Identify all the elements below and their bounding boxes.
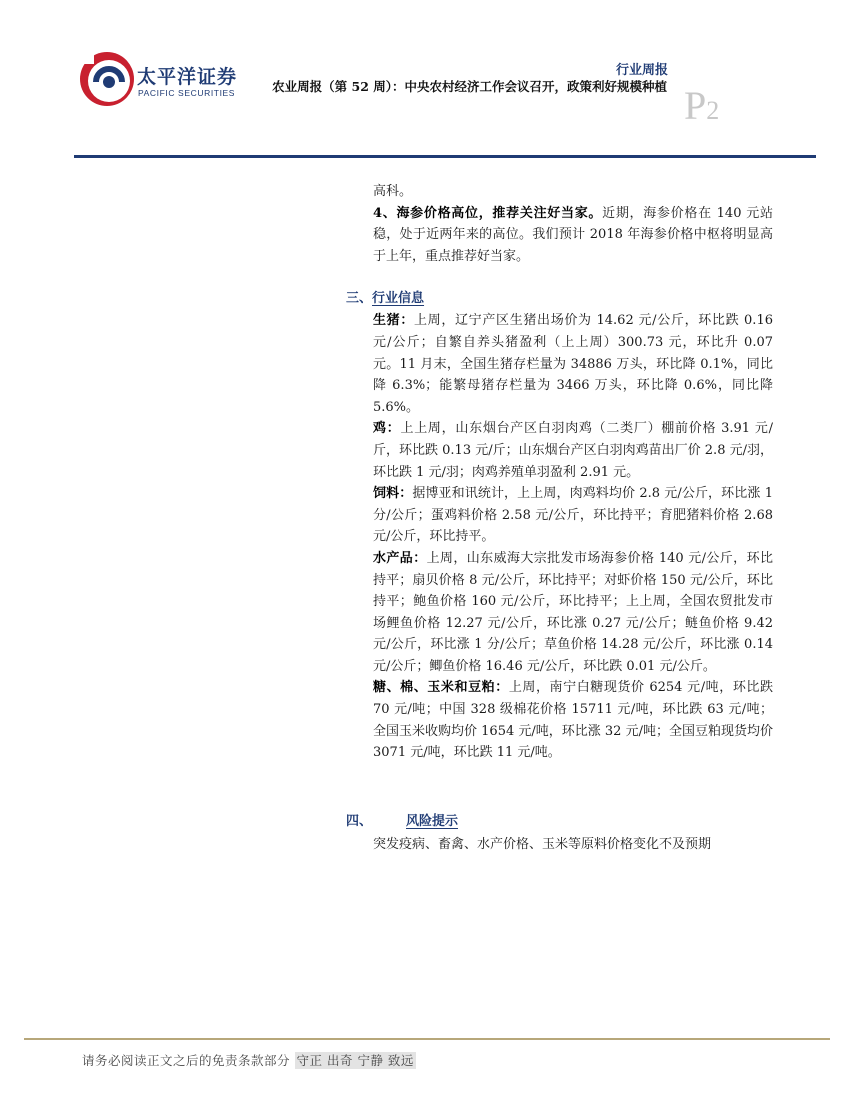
aquatic-lead: 水产品： xyxy=(373,550,427,566)
chicken-paragraph xyxy=(373,418,773,483)
feed-text: 据博亚和讯统计，上上周，肉鸡料均价 2.8 元/公斤，环比涨 1 分/公斤；蛋鸡料价格 2.58 元/公斤，环比持平；育肥猪料价格 2.68 元/公斤，环比持平。 xyxy=(373,486,773,545)
footer-divider xyxy=(24,1038,830,1040)
section-number: 四、 xyxy=(346,814,373,829)
logo-wordmark-en: PACIFIC SECURITIES xyxy=(138,88,236,98)
page-prefix: P xyxy=(684,83,707,128)
footer-motto: 守正 出奇 宁静 致远 xyxy=(296,1053,414,1068)
risk-text: 突发疫病、畜禽、水产价格、玉米等原料价格变化不及预期 xyxy=(373,837,712,852)
sea-cucumber-lead: 4、海参价格高位，推荐关注好当家。 xyxy=(373,205,603,221)
page-number-value: 2 xyxy=(706,96,720,125)
section-heading-industry-info xyxy=(346,288,773,310)
chicken-lead: 鸡： xyxy=(373,421,401,437)
pig-text: 上周，辽宁产区生猪出场价为 14.62 元/公斤，环比跌 0.16 元/公斤；自繁自养头猪盈利（上上周）300.73 元，环比升 0.07 元。11 月末，全国生猪存栏量为 34886 万头，环比降 0.1%，同比降 6.3%；能繁母猪存栏量为 3466 万头，环比降 0.6%，同比降 5.6%。 xyxy=(373,313,773,415)
aquatic-paragraph xyxy=(373,548,773,678)
crops-paragraph xyxy=(373,677,773,763)
page-number xyxy=(684,82,719,129)
report-title: 农业周报（第 52 周）：中央农村经济工作会议召开，政策利好规模种植 xyxy=(272,79,667,94)
section-number: 三、 xyxy=(346,291,373,307)
section-title: 行业信息 xyxy=(372,291,425,307)
footer-notice: 请务必阅读正文之后的免责条款部分 xyxy=(82,1053,291,1068)
logo-wordmark-cn: 太平洋证券 xyxy=(137,66,238,88)
main-content xyxy=(346,181,774,764)
feed-paragraph xyxy=(373,483,773,548)
crops-text: 上周，南宁白糖现货价 6254 元/吨，环比跌 70 元/吨；中国 328 级棉花价格 15711 元/吨，环比跌 63 元/吨；全国玉米收购均价 1654 元/吨，环比涨 32 元/吨；全国豆粕现货均价 3071 元/吨，环比跌 11 元/吨。 xyxy=(373,680,773,761)
chicken-text: 上上周，山东烟台产区白羽肉鸡（二类厂）棚前价格 3.91 元/斤，环比跌 0.13 元/斤；山东烟台产区白羽肉鸡苗出厂价 2.8 元/羽，环比跌 1 元/羽；肉鸡养殖单羽盈利 2.91 元。 xyxy=(373,421,773,480)
aquatic-text: 上周，山东威海大宗批发市场海参价格 140 元/公斤，环比持平；扇贝价格 8 元/公斤，环比持平；对虾价格 150 元/公斤，环比持平；鲍鱼价格 160 元/公斤，环比持平；上上周，全国农贸批发市场鲤鱼价格 12.27 元/公斤，环比涨 0.27 元/公斤；鲢鱼价格 9.42 元/公斤，环比涨 1 分/公斤；草鱼价格 14.28 元/公斤，环比涨 0.14 元/公斤；鲫鱼价格 16.46 元/公斤，环比跌 0.01 元/公斤。 xyxy=(373,550,773,674)
section-heading-risk xyxy=(346,811,458,833)
pig-lead: 生猪： xyxy=(373,313,415,329)
feed-lead: 饲料： xyxy=(373,486,413,502)
sea-cucumber-text: 近期，海参价格在 140 元站稳，处于近两年来的高位。我们预计 2018 年海参价格中枢将明显高于上年，重点推荐好当家。 xyxy=(373,205,774,264)
section-title: 风险提示 xyxy=(406,814,459,829)
pacific-securities-logo-icon xyxy=(78,46,136,108)
header-divider xyxy=(74,155,816,158)
crops-lead: 糖、棉、玉米和豆粕： xyxy=(373,680,509,696)
pig-paragraph xyxy=(373,310,773,418)
footer xyxy=(82,1051,416,1069)
sea-cucumber-paragraph xyxy=(373,203,773,268)
report-type: 行业周报 xyxy=(615,63,668,78)
continued-paragraph: 高科。 xyxy=(373,184,413,199)
